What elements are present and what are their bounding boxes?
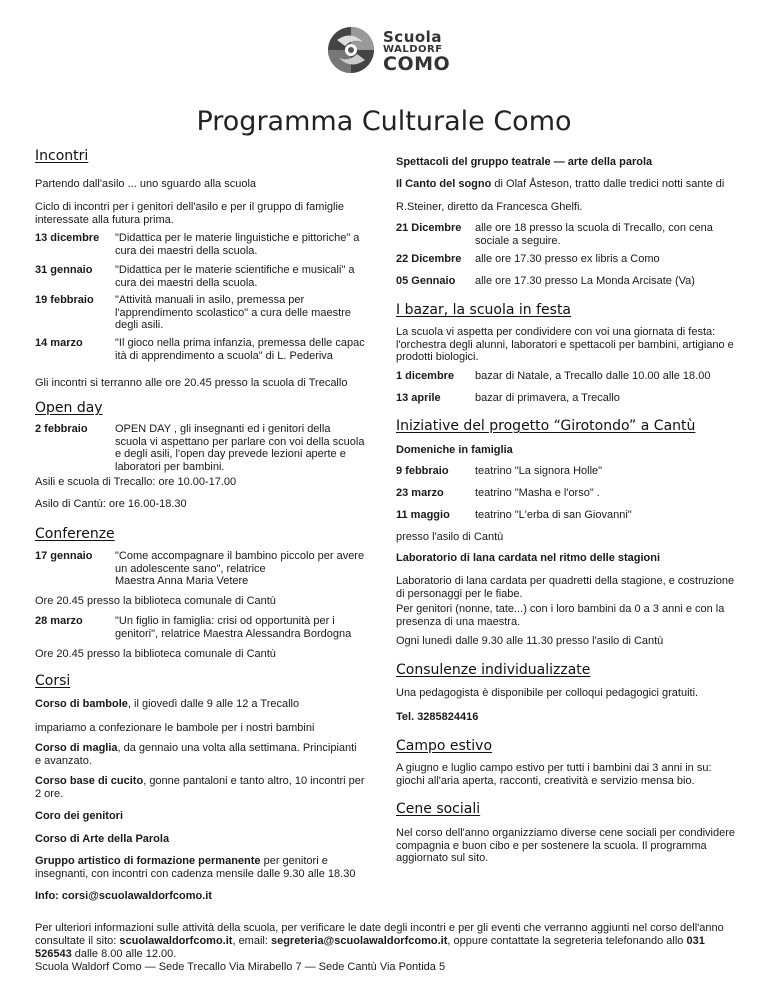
section-heading-consulenze: Consulenze individualizzate: [396, 662, 591, 678]
event-text: alle ore 18 presso la scuola di Trecallo, con cena sociale a seguire.: [475, 222, 713, 247]
spettacoli-line1: [396, 178, 741, 191]
section-heading-incontri: Incontri: [35, 148, 89, 164]
girotondo-subheading: Domeniche in famiglia: [396, 444, 513, 456]
event-date: 11 maggio: [396, 509, 450, 521]
incontri-intro: Partendo dall'asilo ... uno sguardo alla scuola: [35, 178, 257, 190]
spettacolo-date: [396, 275, 741, 288]
girotondo-event: [396, 487, 741, 500]
corso-bambole-text: , il giovedì dalle 9 alle 12 a Trecallo: [127, 698, 300, 710]
spettacolo-date: [396, 253, 741, 266]
spettacolo-title: Il Canto del sogno: [396, 178, 492, 190]
corso-maglia-text: , da gennaio una volta alla settimana. Principianti e avanzato.: [35, 742, 357, 767]
girotondo-event: [396, 509, 741, 522]
event-text: teatrino "L'erba di san Giovanni": [475, 509, 632, 521]
girotondo-event: [396, 465, 741, 478]
footer-address: Scuola Waldorf Como — Sede Trecallo Via Mirabello 7 — Sede Cantù Via Pontida 5: [35, 960, 446, 973]
event-text: "Didattica per le materie linguistiche e pittoriche" a cura dei maestri della scuola.: [115, 232, 360, 257]
incontri-event: [35, 337, 365, 362]
corso-cucito: [35, 775, 365, 800]
incontri-description: Ciclo di incontri per i genitori dell'asilo e per il gruppo di famiglie interessate alla futura prima.: [35, 201, 345, 226]
corso-maglia: [35, 742, 365, 767]
laboratorio-schedule: Ogni lunedì dalle 9.30 alle 11.30 presso l'asilo di Cantù: [396, 635, 664, 647]
bazar-event: [396, 370, 741, 383]
event-date: 13 dicembre: [35, 232, 100, 244]
event-date: 22 Dicembre: [396, 253, 462, 265]
openday-event: [35, 423, 365, 474]
footer-info: [35, 922, 735, 961]
bazar-description: La scuola vi aspetta per condividere con voi una giornata di festa: l'orchestra degli alunni, laboratori e spettacoli per bambini, artigiano e prodotti biologici.: [396, 326, 734, 364]
cene-text: Nel corso dell'anno organizziamo diverse cene sociali per condividere compagnia e buon cibo e per sostenere la scuola. Il programma aggiornato sul sito.: [396, 827, 736, 865]
corso-bambole-title: Corso di bambole: [35, 698, 128, 710]
incontri-event: [35, 264, 365, 289]
event-text: "Attività manuali in asilo, premessa per l'apprendimento scolastico" a cura delle maestre degli asili.: [115, 294, 351, 332]
school-logo: [327, 26, 457, 80]
event-date: 05 Gennaio: [396, 275, 456, 287]
event-date: 14 marzo: [35, 337, 83, 349]
incontri-event: [35, 294, 365, 332]
footer-text: dalle 8.00 alle 12.00.: [71, 947, 177, 960]
bazar-event: [396, 392, 741, 405]
corso-maglia-title: Corso di maglia: [35, 742, 118, 754]
spettacoli-heading: Spettacoli del gruppo teatrale — arte della parola: [396, 156, 653, 168]
openday-hours-cantu: Asilo di Cantù: ore 16.00-18.30: [35, 498, 187, 510]
event-date: 17 gennaio: [35, 550, 93, 562]
conferenza-event: [35, 615, 365, 640]
section-heading-bazar: I bazar, la scuola in festa: [396, 302, 572, 318]
incontri-event: [35, 232, 365, 257]
event-date: 1 dicembre: [396, 370, 455, 382]
logo-line-3: COMO: [383, 53, 451, 75]
event-text: "Il gioco nella prima infanzia, premessa delle capac ità di apprendimento a scuola" di L. Pederiva: [115, 337, 365, 362]
corso-bambole-note: impariamo a confezionare le bambole per i nostri bambini: [35, 722, 315, 734]
event-date: 2 febbraio: [35, 423, 88, 435]
girotondo-place: presso l'asilo di Cantù: [396, 531, 504, 543]
section-heading-corsi: Corsi: [35, 673, 71, 689]
logo-line-2: WALDORF: [383, 44, 443, 55]
consulenze-phone: Tel. 3285824416: [396, 711, 479, 723]
conferenza-note: Ore 20.45 presso la biblioteca comunale di Cantù: [35, 595, 276, 607]
spettacolo-date: [396, 222, 741, 247]
event-date: 28 marzo: [35, 615, 83, 627]
event-text: OPEN DAY , gli insegnanti ed i genitori della scuola vi aspettano per parlare con voi della scuola e degli asili, l'open day prevede lezioni aperte e laboratori per bambini.: [115, 423, 365, 473]
footer: [35, 922, 735, 973]
footer-text: Per ulteriori informazioni sulle attività della scuola, per verificare le date degli incontri e per gli eventi che verranno aggiunti nel corso dell'anno consultate il sito:: [35, 922, 724, 947]
corso-cucito-title: Corso base di cucito: [35, 775, 144, 787]
laboratorio-description: Laboratorio di lana cardata per quadretti della stagione, e costruzione di personaggi per le fiabe.: [396, 575, 735, 600]
event-text: bazar di primavera, a Trecallo: [475, 392, 620, 404]
incontri-note: Gli incontri si terranno alle ore 20.45 presso la scuola di Trecallo: [35, 377, 348, 389]
footer-phone: 031 526543: [35, 934, 705, 960]
event-text: bazar di Natale, a Trecallo dalle 10.00 alle 18.00: [475, 370, 711, 382]
section-heading-campo: Campo estivo: [396, 738, 493, 754]
footer-email-link[interactable]: segreteria@scuolawaldorfcomo.it: [270, 934, 448, 947]
openday-hours-trecallo: Asili e scuola di Trecallo: ore 10.00-17.00: [35, 476, 237, 488]
logo-swirl-icon: [327, 26, 375, 74]
section-heading-conferenze: Conferenze: [35, 526, 115, 542]
event-date: 19 febbraio: [35, 294, 94, 306]
event-date: 31 gennaio: [35, 264, 93, 276]
event-text: alle ore 17.30 presso La Monda Arcisate (Va): [475, 275, 695, 287]
conferenza-note: Ore 20.45 presso la biblioteca comunale di Cantù: [35, 648, 276, 660]
footer-website-link[interactable]: scuolawaldorfcomo.it: [119, 934, 233, 947]
corso-cucito-text: , gonne pantaloni e tanto altro, 10 incontri per 2 ore.: [35, 775, 365, 800]
corso-bambole: [35, 698, 365, 711]
event-date: 23 marzo: [396, 487, 444, 499]
spettacolo-subtitle: di Olaf Åsteson, tratto dalle tredici notti sante di: [491, 178, 725, 190]
spettacoli-line2: R.Steiner, diretto da Francesca Ghelfi.: [396, 201, 583, 213]
event-text: "Come accompagnare il bambino piccolo per avere un adolescente sano", relatrice Maestra Anna Maria Vetere: [115, 550, 365, 588]
event-text: "Didattica per le materie scientifiche e musicali" a cura dei maestri della scuola.: [115, 264, 355, 289]
footer-text: , email:: [232, 934, 271, 947]
section-heading-openday: Open day: [35, 400, 103, 416]
event-date: 13 aprile: [396, 392, 441, 404]
corso-arte-parola: Corso di Arte della Parola: [35, 833, 170, 845]
campo-text: A giugno e luglio campo estivo per tutti i bambini dai 3 anni in su: giochi all'aria aperta, racconti, creatività e servizio mensa bio.: [396, 762, 712, 787]
coro-genitori: Coro dei genitori: [35, 810, 123, 822]
conferenza-event: [35, 550, 365, 588]
section-heading-cene: Cene sociali: [396, 801, 481, 817]
logo-line-1: Scuola: [383, 28, 442, 46]
laboratorio-participants: Per genitori (nonne, tate...) con i loro bambini da 0 a 3 anni e con la presenza di una maestra.: [396, 603, 725, 628]
consulenze-text: Una pedagogista è disponibile per colloqui pedagogici gratuiti.: [396, 687, 699, 699]
event-text: teatrino "La signora Holle": [475, 465, 603, 477]
page-title: Programma Culturale Como: [196, 106, 572, 138]
event-text: alle ore 17.30 presso ex libris a Como: [475, 253, 660, 265]
event-text: teatrino "Masha e l'orso" .: [475, 487, 600, 499]
gruppo-artistico-title: Gruppo artistico di formazione permanente: [35, 855, 261, 867]
gruppo-artistico-text: per genitori e insegnanti, con incontri con cadenza mensile dalle 9.30 alle 18.30: [35, 855, 356, 880]
footer-text: , oppure contattate la segreteria telefonando allo: [447, 934, 687, 947]
section-heading-girotondo: Iniziative del progetto “Girotondo” a Cantù: [396, 418, 696, 434]
event-text: "Un figlio in famiglia: crisi od opportunità per i genitori", relatrice Maestra Alessandra Bordogna: [115, 615, 352, 640]
event-date: 9 febbraio: [396, 465, 449, 477]
event-date: 21 Dicembre: [396, 222, 462, 234]
laboratorio-title: Laboratorio di lana cardata nel ritmo delle stagioni: [396, 552, 661, 564]
gruppo-artistico: [35, 855, 365, 880]
corsi-info-email: Info: corsi@scuolawaldorfcomo.it: [35, 890, 212, 902]
